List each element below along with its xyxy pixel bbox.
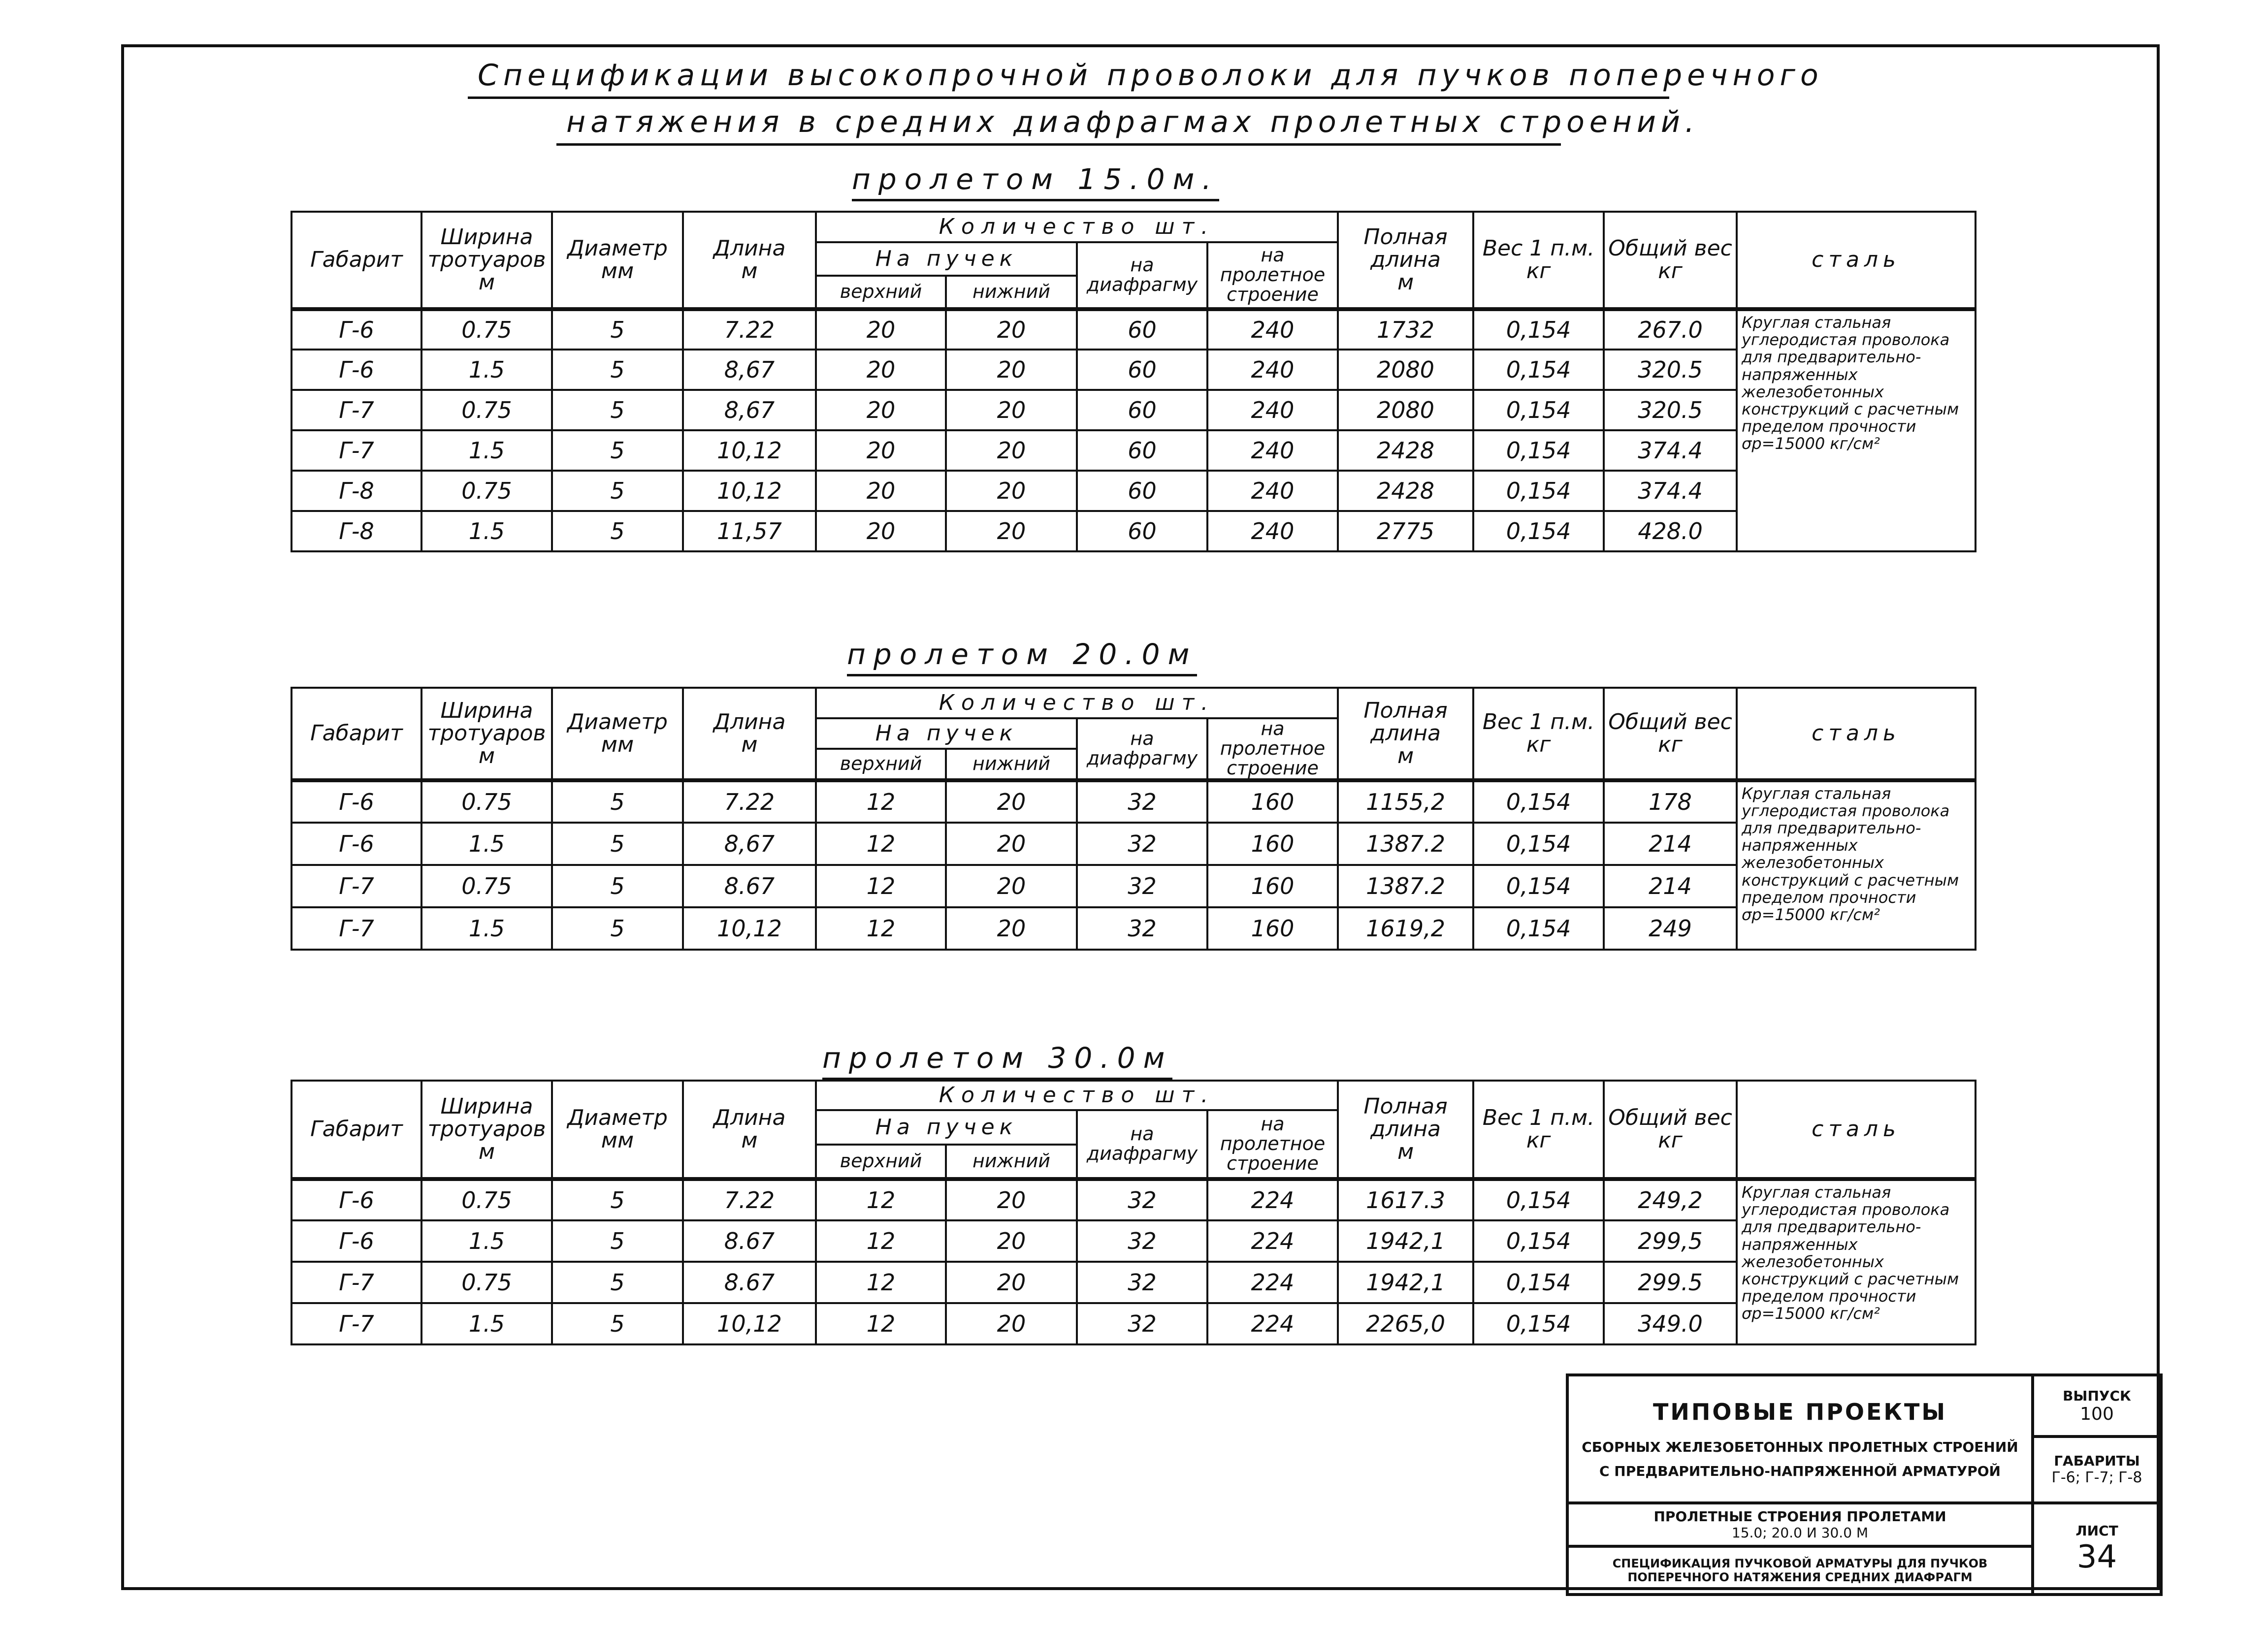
cell-span: 224 <box>1207 1262 1338 1303</box>
header-per-diaphragm: на диафрагму <box>1077 242 1207 309</box>
cell-total: 214 <box>1604 865 1737 907</box>
document-title-line-1: Спецификации высокопрочной проволоки для пучков поперечного <box>468 58 1669 99</box>
cell-lower: 20 <box>946 350 1077 390</box>
cell-lower: 20 <box>946 823 1077 865</box>
cell-total: 320.5 <box>1604 390 1737 430</box>
cell-total: 214 <box>1604 823 1737 865</box>
cell-diaphragm: 32 <box>1077 865 1207 907</box>
cell-upper: 12 <box>816 1262 946 1303</box>
cell-gabarit: Г-6 <box>292 1220 421 1262</box>
header-length: Длина м <box>683 212 816 309</box>
cell-diaphragm: 32 <box>1077 1262 1207 1303</box>
cell-diameter: 5 <box>552 1220 683 1262</box>
sheet-title: СПЕЦИФИКАЦИЯ ПУЧКОВОЙ АРМАТУРЫ ДЛЯ ПУЧКОВ ПОПЕРЕЧНОГО НАТЯЖЕНИЯ СРЕДНИХ ДИАФРАГМ <box>1612 1557 1988 1584</box>
cell-full-length: 1155,2 <box>1338 780 1473 823</box>
cell-diameter: 5 <box>552 511 683 551</box>
cell-diameter: 5 <box>552 390 683 430</box>
cell-width: 1.5 <box>421 823 552 865</box>
cell-upper: 20 <box>816 390 946 430</box>
header-width: Ширина тротуаров м <box>421 212 552 309</box>
cell-diaphragm: 60 <box>1077 350 1207 390</box>
cell-weight-pm: 0,154 <box>1473 865 1604 907</box>
header-per-span: на пролетное строение <box>1207 718 1338 780</box>
cell-total: 349.0 <box>1604 1303 1737 1344</box>
cell-weight-pm: 0,154 <box>1473 511 1604 551</box>
cell-total: 374.4 <box>1604 430 1737 471</box>
gabarits-value: Г-6; Г-7; Г-8 <box>2051 1469 2142 1486</box>
cell-upper: 12 <box>816 823 946 865</box>
cell-diameter: 5 <box>552 1262 683 1303</box>
title-block-project-line-2: С ПРЕДВАРИТЕЛЬНО-НАПРЯЖЕННОЙ АРМАТУРОЙ <box>1599 1463 2001 1479</box>
cell-upper: 20 <box>816 350 946 390</box>
table-row <box>292 865 1976 907</box>
cell-lower: 20 <box>946 309 1077 350</box>
cell-width: 1.5 <box>421 430 552 471</box>
header-width: Ширина тротуаров м <box>421 1081 552 1179</box>
header-length: Длина м <box>683 688 816 780</box>
spans-line-2: 15.0; 20.0 И 30.0 М <box>1731 1525 1869 1541</box>
cell-diaphragm: 60 <box>1077 471 1207 511</box>
header-lower: нижний <box>946 276 1077 309</box>
header-steel: сталь <box>1737 688 1976 780</box>
cell-upper: 12 <box>816 1220 946 1262</box>
cell-length: 7.22 <box>683 309 816 350</box>
cell-diaphragm: 60 <box>1077 309 1207 350</box>
cell-upper: 12 <box>816 1179 946 1220</box>
cell-gabarit: Г-7 <box>292 1262 421 1303</box>
cell-diameter: 5 <box>552 350 683 390</box>
steel-note: Круглая стальная углеродистая проволока для предварительно-напряженных железобетонных конструкций с расчетным пределом прочности σр=15000 кг/см² <box>1737 780 1976 950</box>
title-block-sheet-number <box>2033 1503 2161 1595</box>
cell-gabarit: Г-6 <box>292 350 421 390</box>
cell-span: 160 <box>1207 780 1338 823</box>
cell-weight-pm: 0,154 <box>1473 390 1604 430</box>
cell-weight-pm: 0,154 <box>1473 350 1604 390</box>
cell-lower: 20 <box>946 390 1077 430</box>
header-full-length: Полная длина м <box>1338 212 1473 309</box>
header-width: Ширина тротуаров м <box>421 688 552 780</box>
cell-width: 1.5 <box>421 1303 552 1344</box>
header-gabarit: Габарит <box>292 1081 421 1179</box>
spec-table-span-20 <box>291 687 1976 951</box>
spec-table-span-15 <box>291 211 1976 552</box>
header-per-span: на пролетное строение <box>1207 1110 1338 1179</box>
section-title: пролетом 15.0м. <box>852 162 1219 201</box>
cell-lower: 20 <box>946 430 1077 471</box>
cell-total: 374.4 <box>1604 471 1737 511</box>
title-block-project <box>1567 1375 2033 1503</box>
table-row <box>292 309 1976 350</box>
cell-width: 0.75 <box>421 1262 552 1303</box>
cell-diameter: 5 <box>552 907 683 950</box>
title-block-issue-gabarits <box>2033 1375 2161 1503</box>
cell-full-length: 1942,1 <box>1338 1220 1473 1262</box>
cell-span: 224 <box>1207 1179 1338 1220</box>
header-weight-pm: Вес 1 п.м. кг <box>1473 1081 1604 1179</box>
cell-diaphragm: 32 <box>1077 780 1207 823</box>
header-per-bundle: На пучек <box>816 718 1077 749</box>
cell-upper: 12 <box>816 865 946 907</box>
header-quantity: Количество шт. <box>816 212 1338 242</box>
cell-span: 224 <box>1207 1220 1338 1262</box>
sheet-label: ЛИСТ <box>2075 1522 2118 1539</box>
cell-gabarit: Г-6 <box>292 1179 421 1220</box>
cell-gabarit: Г-8 <box>292 471 421 511</box>
cell-width: 1.5 <box>421 350 552 390</box>
cell-total: 299,5 <box>1604 1220 1737 1262</box>
cell-diaphragm: 32 <box>1077 823 1207 865</box>
header-weight-pm: Вес 1 п.м. кг <box>1473 212 1604 309</box>
cell-diaphragm: 60 <box>1077 390 1207 430</box>
cell-full-length: 2775 <box>1338 511 1473 551</box>
header-upper: верхний <box>816 276 946 309</box>
cell-full-length: 1942,1 <box>1338 1262 1473 1303</box>
cell-upper: 20 <box>816 309 946 350</box>
header-quantity: Количество шт. <box>816 688 1338 718</box>
cell-full-length: 1619,2 <box>1338 907 1473 950</box>
table-row <box>292 780 1976 823</box>
cell-weight-pm: 0,154 <box>1473 1303 1604 1344</box>
cell-diameter: 5 <box>552 471 683 511</box>
cell-lower: 20 <box>946 511 1077 551</box>
cell-full-length: 2428 <box>1338 430 1473 471</box>
section-title: пролетом 20.0м <box>847 638 1197 676</box>
cell-diameter: 5 <box>552 1179 683 1220</box>
cell-upper: 20 <box>816 471 946 511</box>
cell-diaphragm: 32 <box>1077 1303 1207 1344</box>
header-upper: верхний <box>816 749 946 780</box>
cell-span: 160 <box>1207 823 1338 865</box>
header-steel: сталь <box>1737 1081 1976 1179</box>
header-diameter: Диаметр мм <box>552 688 683 780</box>
cell-weight-pm: 0,154 <box>1473 471 1604 511</box>
gabarits-label: ГАБАРИТЫ <box>2054 1453 2140 1469</box>
cell-width: 1.5 <box>421 907 552 950</box>
table-row <box>292 471 1976 511</box>
cell-gabarit: Г-7 <box>292 865 421 907</box>
table-row <box>292 1262 1976 1303</box>
header-total-weight: Общий вес кг <box>1604 1081 1737 1179</box>
title-block-sheet-info <box>1567 1503 2033 1595</box>
cell-lower: 20 <box>946 907 1077 950</box>
cell-length: 7.22 <box>683 780 816 823</box>
table-row <box>292 823 1976 865</box>
header-per-bundle: На пучек <box>816 242 1077 276</box>
header-diameter: Диаметр мм <box>552 1081 683 1179</box>
cell-width: 0.75 <box>421 780 552 823</box>
header-length: Длина м <box>683 1081 816 1179</box>
cell-span: 240 <box>1207 511 1338 551</box>
cell-span: 240 <box>1207 471 1338 511</box>
header-weight-pm: Вес 1 п.м. кг <box>1473 688 1604 780</box>
cell-diameter: 5 <box>552 309 683 350</box>
cell-diaphragm: 60 <box>1077 511 1207 551</box>
cell-span: 240 <box>1207 390 1338 430</box>
cell-weight-pm: 0,154 <box>1473 309 1604 350</box>
cell-length: 10,12 <box>683 907 816 950</box>
header-per-span: на пролетное строение <box>1207 242 1338 309</box>
cell-weight-pm: 0,154 <box>1473 780 1604 823</box>
cell-weight-pm: 0,154 <box>1473 430 1604 471</box>
cell-length: 8,67 <box>683 350 816 390</box>
cell-width: 0.75 <box>421 390 552 430</box>
issue-label: ВЫПУСК <box>2063 1388 2131 1404</box>
cell-length: 11,57 <box>683 511 816 551</box>
cell-length: 8,67 <box>683 823 816 865</box>
cell-gabarit: Г-6 <box>292 780 421 823</box>
cell-full-length: 2080 <box>1338 350 1473 390</box>
cell-full-length: 1617.3 <box>1338 1179 1473 1220</box>
cell-length: 8.67 <box>683 1262 816 1303</box>
table-row <box>292 511 1976 551</box>
cell-width: 0.75 <box>421 1179 552 1220</box>
title-block <box>1566 1373 2160 1590</box>
cell-lower: 20 <box>946 865 1077 907</box>
cell-width: 0.75 <box>421 471 552 511</box>
cell-total: 428.0 <box>1604 511 1737 551</box>
section-title: пролетом 30.0м <box>822 1041 1172 1080</box>
table-row <box>292 1220 1976 1262</box>
table-row <box>292 390 1976 430</box>
cell-span: 160 <box>1207 907 1338 950</box>
header-diameter: Диаметр мм <box>552 212 683 309</box>
cell-length: 10,12 <box>683 1303 816 1344</box>
cell-total: 178 <box>1604 780 1737 823</box>
header-gabarit: Габарит <box>292 688 421 780</box>
cell-diameter: 5 <box>552 865 683 907</box>
title-block-heading: ТИПОВЫЕ ПРОЕКТЫ <box>1652 1399 1947 1425</box>
cell-total: 299.5 <box>1604 1262 1737 1303</box>
cell-diameter: 5 <box>552 430 683 471</box>
header-full-length: Полная длина м <box>1338 688 1473 780</box>
cell-full-length: 2428 <box>1338 471 1473 511</box>
cell-span: 240 <box>1207 350 1338 390</box>
cell-upper: 12 <box>816 780 946 823</box>
cell-upper: 12 <box>816 1303 946 1344</box>
cell-lower: 20 <box>946 1179 1077 1220</box>
header-upper: верхний <box>816 1145 946 1179</box>
cell-total: 267.0 <box>1604 309 1737 350</box>
document-title-line-2: натяжения в средних диафрагмах пролетных строений. <box>556 105 1561 146</box>
cell-weight-pm: 0,154 <box>1473 1220 1604 1262</box>
cell-full-length: 2080 <box>1338 390 1473 430</box>
header-per-diaphragm: на диафрагму <box>1077 718 1207 780</box>
cell-length: 8.67 <box>683 1220 816 1262</box>
header-per-bundle: На пучек <box>816 1110 1077 1145</box>
cell-span: 160 <box>1207 865 1338 907</box>
cell-full-length: 1387.2 <box>1338 823 1473 865</box>
header-gabarit: Габарит <box>292 212 421 309</box>
cell-span: 224 <box>1207 1303 1338 1344</box>
cell-gabarit: Г-7 <box>292 390 421 430</box>
cell-diameter: 5 <box>552 1303 683 1344</box>
steel-note: Круглая стальная углеродистая проволока для предварительно-напряженных железобетонных конструкций с расчетным пределом прочности σр=15000 кг/см² <box>1737 1179 1976 1344</box>
table-row <box>292 430 1976 471</box>
sheet-number: 34 <box>2076 1538 2117 1575</box>
header-lower: нижний <box>946 749 1077 780</box>
spec-table-span-30 <box>291 1080 1976 1345</box>
cell-gabarit: Г-6 <box>292 823 421 865</box>
table-row <box>292 1179 1976 1220</box>
cell-lower: 20 <box>946 471 1077 511</box>
cell-upper: 20 <box>816 511 946 551</box>
cell-diaphragm: 32 <box>1077 1220 1207 1262</box>
spans-line-1: ПРОЛЕТНЫЕ СТРОЕНИЯ ПРОЛЕТАМИ <box>1653 1508 1946 1525</box>
header-total-weight: Общий вес кг <box>1604 212 1737 309</box>
cell-span: 240 <box>1207 430 1338 471</box>
header-total-weight: Общий вес кг <box>1604 688 1737 780</box>
cell-width: 0.75 <box>421 865 552 907</box>
title-block-project-line-1: СБОРНЫХ ЖЕЛЕЗОБЕТОННЫХ ПРОЛЕТНЫХ СТРОЕНИЙ <box>1582 1439 2018 1455</box>
cell-length: 10,12 <box>683 430 816 471</box>
cell-diaphragm: 32 <box>1077 907 1207 950</box>
cell-diameter: 5 <box>552 823 683 865</box>
cell-width: 0.75 <box>421 309 552 350</box>
table-row <box>292 1303 1976 1344</box>
cell-full-length: 1387.2 <box>1338 865 1473 907</box>
cell-weight-pm: 0,154 <box>1473 823 1604 865</box>
cell-gabarit: Г-7 <box>292 907 421 950</box>
cell-lower: 20 <box>946 780 1077 823</box>
steel-note: Круглая стальная углеродистая проволока для предварительно-напряженных железобетонных конструкций с расчетным пределом прочности σр=15000 кг/см² <box>1737 309 1976 551</box>
cell-width: 1.5 <box>421 511 552 551</box>
cell-width: 1.5 <box>421 1220 552 1262</box>
cell-lower: 20 <box>946 1220 1077 1262</box>
cell-total: 320.5 <box>1604 350 1737 390</box>
cell-upper: 12 <box>816 907 946 950</box>
header-lower: нижний <box>946 1145 1077 1179</box>
cell-length: 7.22 <box>683 1179 816 1220</box>
cell-weight-pm: 0,154 <box>1473 907 1604 950</box>
header-full-length: Полная длина м <box>1338 1081 1473 1179</box>
cell-diaphragm: 32 <box>1077 1179 1207 1220</box>
cell-length: 8.67 <box>683 865 816 907</box>
cell-length: 10,12 <box>683 471 816 511</box>
cell-weight-pm: 0,154 <box>1473 1179 1604 1220</box>
cell-lower: 20 <box>946 1262 1077 1303</box>
cell-gabarit: Г-7 <box>292 1303 421 1344</box>
cell-gabarit: Г-8 <box>292 511 421 551</box>
cell-total: 249,2 <box>1604 1179 1737 1220</box>
cell-gabarit: Г-6 <box>292 309 421 350</box>
cell-span: 240 <box>1207 309 1338 350</box>
cell-full-length: 1732 <box>1338 309 1473 350</box>
cell-lower: 20 <box>946 1303 1077 1344</box>
cell-gabarit: Г-7 <box>292 430 421 471</box>
cell-total: 249 <box>1604 907 1737 950</box>
cell-length: 8,67 <box>683 390 816 430</box>
cell-full-length: 2265,0 <box>1338 1303 1473 1344</box>
cell-diaphragm: 60 <box>1077 430 1207 471</box>
cell-upper: 20 <box>816 430 946 471</box>
cell-weight-pm: 0,154 <box>1473 1262 1604 1303</box>
issue-value: 100 <box>2080 1404 2114 1424</box>
header-steel: сталь <box>1737 212 1976 309</box>
table-row <box>292 907 1976 950</box>
header-quantity: Количество шт. <box>816 1081 1338 1110</box>
table-row <box>292 350 1976 390</box>
header-per-diaphragm: на диафрагму <box>1077 1110 1207 1179</box>
cell-diameter: 5 <box>552 780 683 823</box>
